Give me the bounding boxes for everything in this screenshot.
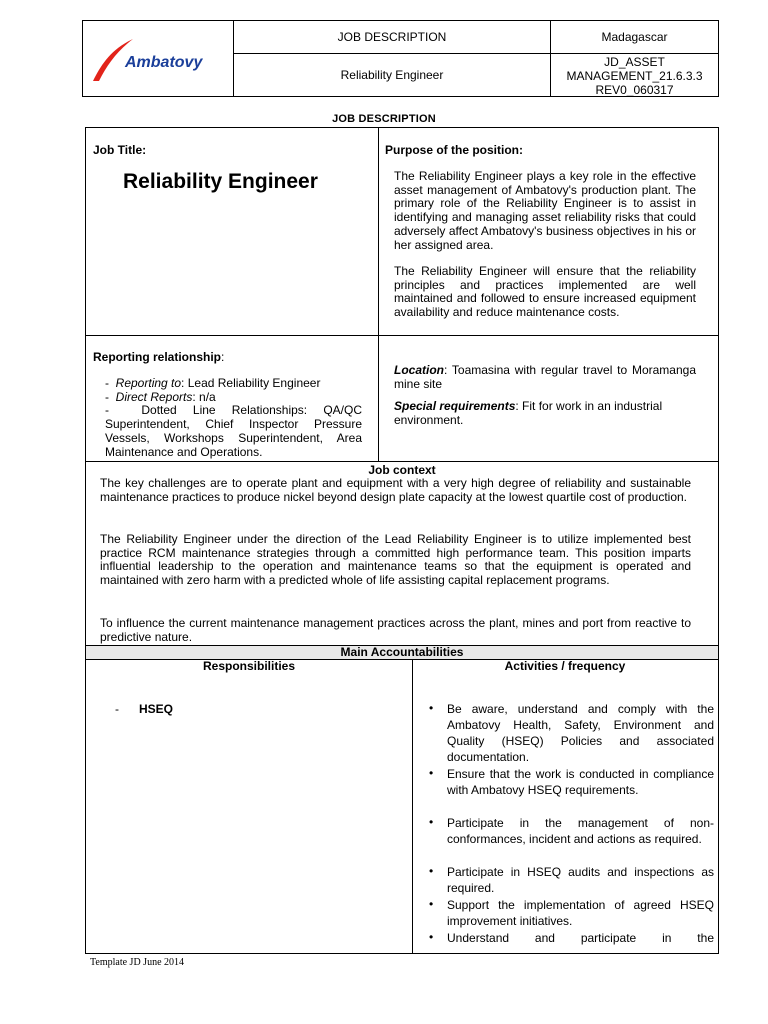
special-requirements-label: Special requirements <box>394 399 516 413</box>
activity-text: Be aware, understand and comply with the Ambatovy Health, Safety, Environment and Quality (HSEQ) Policies and associated documentation. <box>447 702 714 764</box>
activities-list <box>429 701 714 951</box>
bullet-icon: • <box>429 930 434 944</box>
divider <box>86 335 718 336</box>
reporting-list <box>105 377 362 459</box>
activity-item <box>429 701 714 765</box>
doc-code-line2: MANAGEMENT_21.6.3.3 <box>566 69 703 83</box>
responsibilities-column-header: Responsibilities <box>202 659 296 673</box>
reporting-item-value: : Lead Reliability Engineer <box>181 376 321 390</box>
reporting-item: - Dotted Line Relationships: QA/QC Superintendent, Chief Inspector Pressure Vessels, Workshops Superintendent, Area Maintenance and Operations. <box>105 403 362 459</box>
company-logo: Ambatovy <box>125 54 203 71</box>
purpose-label: Purpose of the position: <box>385 143 523 157</box>
position-cell: Reliability Engineer <box>234 54 551 96</box>
job-context-heading: Job context <box>368 463 436 477</box>
doc-code-line3: REV0_060317 <box>595 83 674 97</box>
country-cell: Madagascar <box>551 21 718 54</box>
location-text <box>394 364 696 391</box>
divider <box>378 128 379 462</box>
footer-template-note: Template JD June 2014 <box>90 957 185 968</box>
reporting-item-prefix: Direct Reports <box>115 389 193 404</box>
job-description-table <box>85 127 719 954</box>
activities-column-header: Activities / frequency <box>504 659 626 673</box>
divider <box>86 461 718 462</box>
reporting-colon: : <box>221 350 225 364</box>
activity-text: Support the implementation of agreed HSEQ improvement initiatives. <box>447 898 714 928</box>
reporting-item-value: : n/a <box>192 389 216 404</box>
document-title: JOB DESCRIPTION <box>332 113 436 125</box>
job-context-paragraph-2: The Reliability Engineer under the direction of the Lead Reliability Engineer is to utilize implemented best practice RCM maintenance strategies through a committed high performance team. This position imparts influential leadership to the operation and maintenance teams so that the equipment is operated and maintained with zero harm with a predicted whole of life assisting capital replacement programs. <box>100 532 691 588</box>
logo-cell <box>83 21 234 96</box>
responsibility-dash: - <box>115 702 119 716</box>
responsibility-item-hseq: HSEQ <box>139 702 174 716</box>
location-label: Location <box>394 363 444 377</box>
activity-text: Understand and participate in the <box>447 931 714 945</box>
bullet-icon: • <box>429 766 434 780</box>
accountabilities-heading: Main Accountabilities <box>340 645 464 659</box>
purpose-paragraph-2: The Reliability Engineer will ensure that the reliability principles and practices implemented are well maintained and followed to ensure increased equipment availability and reduce maintenance costs. <box>394 264 696 320</box>
job-title: Reliability Engineer <box>123 170 318 193</box>
doc-code-cell <box>551 54 718 96</box>
activity-item <box>429 766 714 798</box>
activity-item <box>429 897 714 929</box>
activity-text: Ensure that the work is conducted in compliance with Ambatovy HSEQ requirements. <box>447 767 714 797</box>
reporting-item: - Direct Reports: n/a <box>105 389 216 404</box>
reporting-item-prefix: Reporting to <box>115 376 182 390</box>
activity-item <box>429 815 714 847</box>
job-context-paragraph-1: The key challenges are to operate plant and equipment with a very high degree of reliability and sustainable maintenance practices to produce nickel beyond design plate capacity at the lowest quartile cost of production. <box>100 476 691 504</box>
reporting-label: Reporting relationship <box>93 350 222 364</box>
reporting-heading <box>93 350 224 364</box>
activity-text: Participate in the management of non-conformances, incident and actions as required. <box>447 816 714 846</box>
bullet-icon: • <box>429 897 434 911</box>
header-table <box>82 20 719 97</box>
activity-item <box>429 930 714 946</box>
bullet-icon: • <box>429 864 434 878</box>
location-value: : Toamasina with regular travel to Moramanga mine site <box>394 363 696 391</box>
bullet-icon: • <box>429 815 434 829</box>
activity-text: Participate in HSEQ audits and inspections as required. <box>447 865 714 895</box>
reporting-item: - Reporting to: Lead Reliability Engineer <box>105 376 321 390</box>
special-requirements-value: : Fit for work in an industrial environment. <box>394 399 663 427</box>
reporting-item-value: Dotted Line Relationships: QA/QC Superintendent, Chief Inspector Pressure Vessels, Workshops Superintendent, Area Maintenance and Operations. <box>105 403 362 459</box>
doc-code-line1: JD_ASSET <box>604 55 665 69</box>
bullet-icon: • <box>429 701 434 715</box>
special-requirements-text <box>394 400 696 427</box>
activity-item <box>429 864 714 896</box>
divider <box>412 659 413 954</box>
job-title-label: Job Title: <box>93 143 147 157</box>
doc-type-cell: JOB DESCRIPTION <box>234 21 551 54</box>
job-context-paragraph-3: To influence the current maintenance management practices across the plant, mines and port from reactive to predictive nature. <box>100 616 691 644</box>
purpose-paragraph-1: The Reliability Engineer plays a key role in the effective asset management of Ambatovy's production plant. The primary role of the Reliability Engineer is to assist in identifying and managing asset reliability risks that could adversely affect Ambatovy's business objectives in his or her assigned area. <box>394 169 696 252</box>
